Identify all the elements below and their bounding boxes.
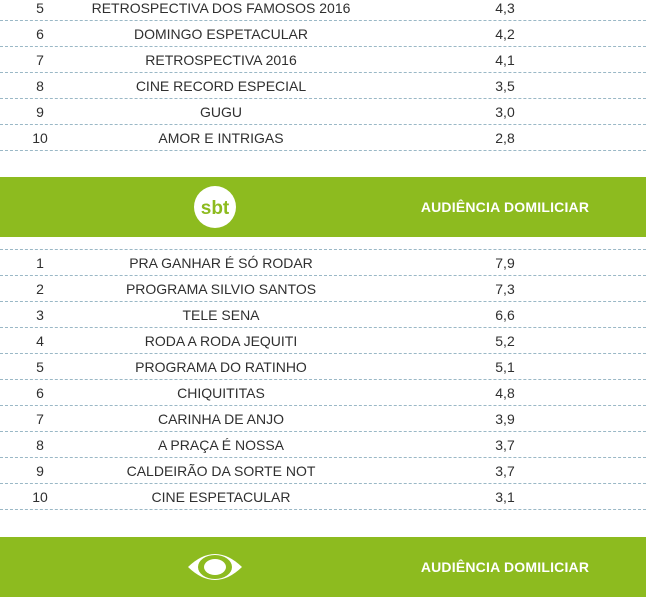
score-cell: 5,2	[495, 333, 515, 349]
table-row	[0, 73, 646, 99]
rank-cell: 5	[36, 359, 44, 375]
program-cell: CALDEIRÃO DA SORTE NOT	[126, 463, 316, 479]
rank-cell: 7	[36, 411, 44, 427]
sbt-logo-text: sbt	[200, 198, 230, 219]
program-cell: RETROSPECTIVA 2016	[145, 52, 297, 68]
rank-cell: 9	[36, 463, 44, 479]
score-cell: 3,7	[495, 437, 515, 453]
table-row	[0, 458, 646, 484]
table-row	[0, 125, 646, 151]
score-cell: 6,6	[495, 307, 515, 323]
rank-cell: 6	[36, 26, 44, 42]
audience-header: AUDIÊNCIA DOMILICIAR	[420, 199, 590, 215]
score-cell: 3,9	[495, 411, 515, 427]
table-row	[0, 276, 646, 302]
rank-cell: 8	[36, 437, 44, 453]
score-cell: 3,7	[495, 463, 515, 479]
score-cell: 3,1	[495, 489, 515, 505]
rank-cell: 10	[32, 489, 48, 505]
band-eye-logo-icon	[185, 537, 245, 597]
sbt-logo-icon	[185, 177, 245, 237]
band-header-banner	[0, 537, 646, 597]
score-cell: 4,1	[495, 52, 515, 68]
table-row	[0, 406, 646, 432]
table-row	[0, 47, 646, 73]
program-cell: CINE ESPETACULAR	[151, 489, 291, 505]
table-row	[0, 328, 646, 354]
program-cell: PRA GANHAR É SÓ RODAR	[129, 255, 313, 271]
score-cell: 4,3	[495, 0, 515, 16]
table-row	[0, 302, 646, 328]
program-cell: TELE SENA	[182, 307, 260, 323]
score-cell: 3,5	[495, 78, 515, 94]
score-cell: 7,9	[495, 255, 515, 271]
table-row	[0, 0, 646, 21]
rank-cell: 1	[36, 255, 44, 271]
rank-cell: 5	[36, 0, 44, 16]
program-cell: CHIQUITITAS	[177, 385, 265, 401]
rank-cell: 9	[36, 104, 44, 120]
program-cell: RODA A RODA JEQUITI	[144, 333, 298, 349]
program-cell: AMOR E INTRIGAS	[158, 130, 284, 146]
program-cell: DOMINGO ESPETACULAR	[134, 26, 308, 42]
rank-cell: 4	[36, 333, 44, 349]
score-cell: 5,1	[495, 359, 515, 375]
score-cell: 7,3	[495, 281, 515, 297]
score-cell: 3,0	[495, 104, 515, 120]
rank-cell: 2	[36, 281, 44, 297]
table-row	[0, 432, 646, 458]
program-cell: PROGRAMA DO RATINHO	[135, 359, 307, 375]
program-cell: PROGRAMA SILVIO SANTOS	[125, 281, 317, 297]
rank-cell: 10	[32, 130, 48, 146]
program-cell: CARINHA DE ANJO	[157, 411, 285, 427]
sbt-header-banner	[0, 177, 646, 237]
program-cell: GUGU	[200, 104, 242, 120]
program-cell: A PRAÇA É NOSSA	[157, 437, 285, 453]
table-row	[0, 21, 646, 47]
table-row	[0, 250, 646, 276]
table-row	[0, 484, 646, 510]
score-cell: 4,2	[495, 26, 515, 42]
program-cell: RETROSPECTIVA DOS FAMOSOS 2016	[91, 0, 351, 16]
audience-header: AUDIÊNCIA DOMILICIAR	[420, 559, 590, 575]
rank-cell: 8	[36, 78, 44, 94]
rank-cell: 3	[36, 307, 44, 323]
rank-cell: 7	[36, 52, 44, 68]
table-row	[0, 99, 646, 125]
table-row	[0, 354, 646, 380]
rank-cell: 6	[36, 385, 44, 401]
table-row	[0, 380, 646, 406]
program-cell: CINE RECORD ESPECIAL	[135, 78, 307, 94]
score-cell: 2,8	[495, 130, 515, 146]
score-cell: 4,8	[495, 385, 515, 401]
